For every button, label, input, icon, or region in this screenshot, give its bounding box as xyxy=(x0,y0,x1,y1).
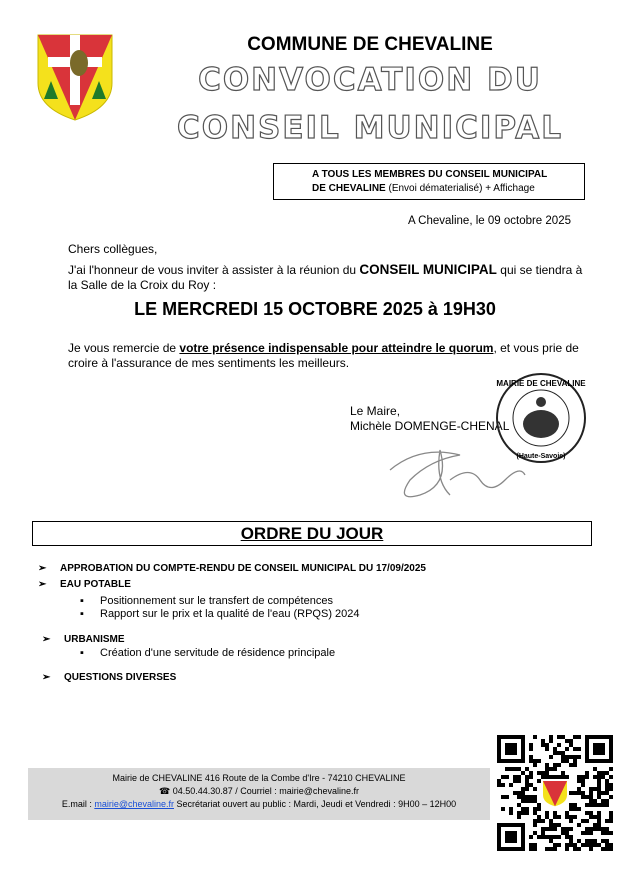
agenda-item xyxy=(38,579,131,590)
agenda-subitem xyxy=(80,608,360,620)
recipients-line2-bold: DE CHEVALINE xyxy=(312,183,386,194)
greeting: Chers collègues, xyxy=(68,242,158,256)
recipients-box xyxy=(273,163,585,200)
handwritten-signature xyxy=(380,440,530,505)
agenda-subitem xyxy=(80,647,335,659)
footer-address: Mairie de CHEVALINE 416 Route de la Combe d'Ire - 74210 CHEVALINE xyxy=(112,773,406,783)
agenda-item xyxy=(42,672,176,683)
agenda-subitem-label: Positionnement sur le transfert de compétences xyxy=(100,595,333,607)
arrow-bullet-icon: ➢ xyxy=(38,563,47,574)
signer-role: Le Maire, xyxy=(350,404,401,418)
document-title-line2: CONSEIL MUNICIPAL xyxy=(176,110,564,146)
square-bullet-icon: ▪ xyxy=(80,608,84,620)
svg-text:MAIRIE DE CHEVALINE: MAIRIE DE CHEVALINE xyxy=(496,379,586,388)
arrow-bullet-icon: ➢ xyxy=(38,579,47,590)
meeting-datetime: LE MERCREDI 15 OCTOBRE 2025 à 19H30 xyxy=(134,299,496,319)
agenda-subitem xyxy=(80,595,333,607)
square-bullet-icon: ▪ xyxy=(80,647,84,659)
agenda-subitem-label: Rapport sur le prix et la qualité de l'eau (RPQS) 2024 xyxy=(100,608,360,620)
arrow-bullet-icon: ➢ xyxy=(42,672,51,683)
agenda-item xyxy=(42,634,125,645)
agenda-item xyxy=(38,563,426,574)
footer-phone: ☎ 04.50.44.30.87 / Courriel : mairie@chevaline.fr xyxy=(159,786,359,796)
recipients-line2: (Envoi dématerialisé) + Affichage xyxy=(385,183,535,194)
qr-code xyxy=(497,735,613,851)
agenda-subitem-label: Création d'une servitude de résidence principale xyxy=(100,647,336,659)
invitation-paragraph xyxy=(68,262,588,293)
email-link[interactable]: mairie@chevaline.fr xyxy=(94,799,174,809)
footer-contact-box xyxy=(28,768,490,820)
square-bullet-icon: ▪ xyxy=(80,595,84,607)
agenda-title: ORDRE DU JOUR xyxy=(240,524,384,543)
document-title-line1: CONVOCATION DU xyxy=(198,62,542,98)
agenda-item-label: URBANISME xyxy=(64,634,125,645)
p2-text-end: , et vous prie de croire à l'assurance de mes sentiments les meilleurs. xyxy=(68,341,579,370)
arrow-bullet-icon: ➢ xyxy=(42,634,51,645)
signer-name: Michèle DOMENGE-CHENAL xyxy=(350,419,510,433)
p1-bold: CONSEIL MUNICIPAL xyxy=(359,262,497,277)
p2-text: Je vous remercie de xyxy=(68,341,180,355)
opening-hours: Secrétariat ouvert au public : Mardi, Jeudi et Vendredi : 9H00 – 12H00 xyxy=(174,799,457,809)
commune-name: COMMUNE DE CHEVALINE xyxy=(247,34,493,55)
p1-text-end: qui se tiendra à la Salle de la Croix du Roy : xyxy=(68,263,583,292)
commune-crest-logo xyxy=(36,33,114,121)
agenda-title-box xyxy=(32,521,592,546)
agenda-item-label: EAU POTABLE xyxy=(60,579,131,590)
recipients-line1: A TOUS LES MEMBRES DU CONSEIL MUNICIPAL xyxy=(312,169,548,180)
email-label: E.mail : xyxy=(61,799,95,809)
agenda-item-label: APPROBATION DU COMPTE-RENDU DE CONSEIL MUNICIPAL DU 17/09/2025 xyxy=(60,563,426,574)
letter-date: A Chevaline, le 09 octobre 2025 xyxy=(407,215,571,227)
p1-text: J'ai l'honneur de vous inviter à assister à la réunion du xyxy=(68,263,360,277)
agenda-item-label: QUESTIONS DIVERSES xyxy=(64,672,177,683)
p2-bold: votre présence indispensable pour atteindre le quorum xyxy=(179,341,494,355)
footer-hours xyxy=(28,798,490,811)
svg-text:(Haute-Savoie): (Haute-Savoie) xyxy=(516,453,566,460)
signature-block xyxy=(350,404,509,434)
closing-paragraph xyxy=(68,341,588,371)
